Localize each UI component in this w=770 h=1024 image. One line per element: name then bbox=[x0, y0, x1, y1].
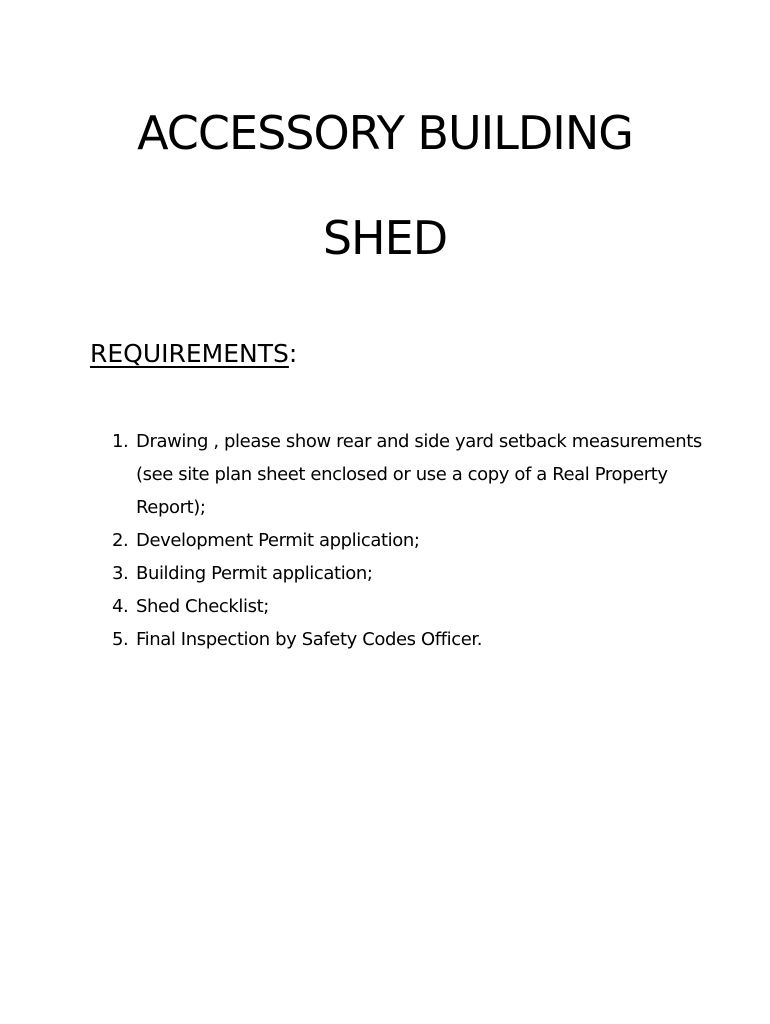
list-item bbox=[112, 524, 712, 557]
requirements-heading-colon: : bbox=[288, 339, 298, 368]
list-item-number: 3. bbox=[112, 563, 129, 584]
list-item bbox=[112, 425, 712, 524]
requirements-heading bbox=[90, 334, 297, 374]
list-item-number: 5. bbox=[112, 629, 129, 650]
list-item bbox=[112, 557, 712, 590]
document-subtitle: SHED bbox=[322, 211, 448, 265]
list-item-text: Building Permit application; bbox=[136, 563, 373, 584]
list-item-number: 1. bbox=[112, 431, 129, 452]
list-item-text: Final Inspection by Safety Codes Officer. bbox=[136, 629, 483, 650]
list-item bbox=[112, 590, 712, 623]
list-item bbox=[112, 623, 712, 656]
requirements-heading-text: REQUIREMENTS bbox=[90, 339, 289, 368]
list-item-number: 4. bbox=[112, 596, 129, 617]
list-item-text: Development Permit application; bbox=[136, 530, 420, 551]
document-title: ACCESSORY BUILDING bbox=[137, 106, 633, 160]
requirements-list bbox=[112, 425, 712, 656]
list-item-number: 2. bbox=[112, 530, 129, 551]
list-item-text: Shed Checklist; bbox=[136, 596, 269, 617]
list-item-text: Drawing , please show rear and side yard setback measurements (see site plan sheet enclosed or use a copy of a Real Property Report); bbox=[136, 431, 702, 518]
